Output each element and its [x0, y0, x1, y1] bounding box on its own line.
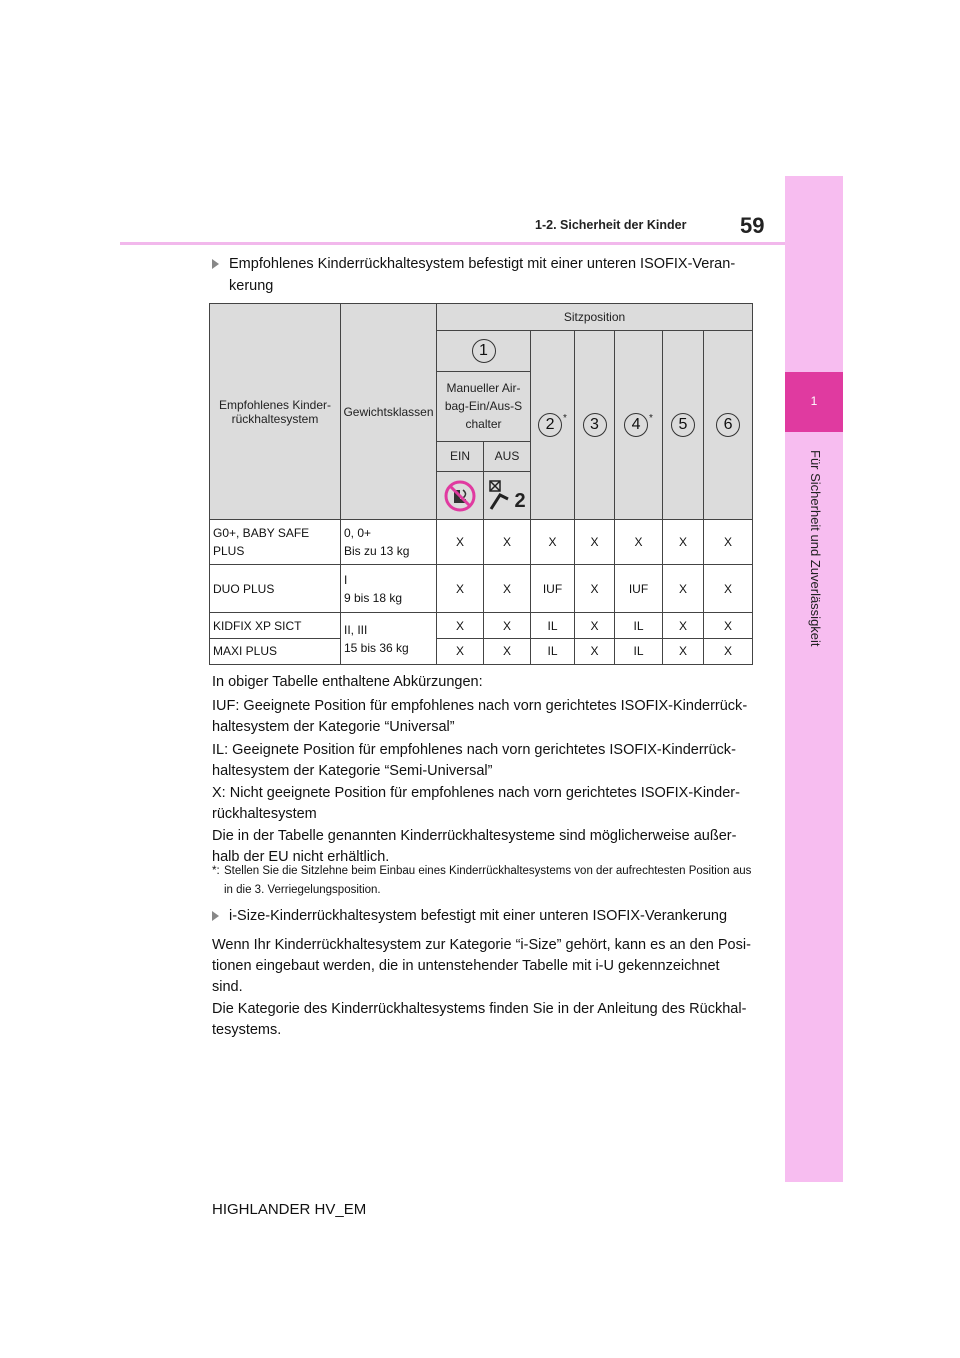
- chapter-label: [780, 450, 850, 660]
- header-weight-text: Gewichtsklassen: [343, 404, 434, 419]
- no-child-seat-icon: [443, 479, 477, 513]
- airbag-switch-header: Manueller Airbag-Ein/Aus-S chalter: [437, 371, 531, 441]
- cell-value: X: [437, 638, 484, 664]
- header-weight: [341, 304, 437, 520]
- eu-availability-note: Die in der Tabelle genannten Kinderrückhaltesysteme sind möglicherweise außerhalb der EU nicht erhältlich.: [212, 828, 737, 865]
- cell-value: X: [663, 564, 704, 613]
- triangle-bullet-icon: [212, 911, 219, 921]
- seat-2-cell: [531, 331, 575, 520]
- row-system: DUO PLUS: [210, 564, 341, 613]
- isize-paragraph: Wenn Ihr Kinderrückhaltesystem zur Kategorie “i-Size” gehört, kann es an den Positionen eingebaut werden, die in untenstehender Tabelle mit i-U gekennzeichnet sind.: [212, 937, 751, 995]
- seat-2-icon: 2: [538, 413, 562, 437]
- bullet-heading-isize: [212, 905, 752, 927]
- cell-value: X: [704, 520, 753, 564]
- cell-value: X: [484, 613, 531, 638]
- row-weight-text: 15 bis 36 kg: [344, 640, 409, 655]
- abbrev-x: X: Nicht geeignete Position für empfohlenes nach vorn gerichtetes ISOFIX-Kinderrückhaltesystem: [212, 785, 740, 822]
- chapter-number: 1: [785, 372, 843, 432]
- cell-value: IL: [615, 613, 663, 638]
- chapter-label-text: Für Sicherheit und Zuverlässigkeit: [808, 450, 823, 647]
- cell-value: IL: [531, 638, 575, 664]
- cell-value: X: [704, 638, 753, 664]
- airbag-off-icon-cell: [484, 471, 531, 520]
- seat-2-asterisk: *: [563, 413, 567, 425]
- footnote-text: Stellen Sie die Sitzlehne beim Einbau eines Kinderrückhaltesystems von der aufrechtesten Position aus in die 3. Verriegelungsposition.: [224, 865, 752, 896]
- section-title: 1-2. Sicherheit der Kinder: [535, 218, 687, 232]
- header-off: AUS: [484, 441, 531, 471]
- seat-1-cell: [437, 331, 531, 371]
- seat-6-cell: [704, 331, 753, 520]
- abbrev-intro: In obiger Tabelle enthaltene Abkürzungen:: [212, 674, 483, 690]
- header-system: [210, 304, 341, 520]
- row-weight: [341, 520, 437, 564]
- cell-value: X: [704, 564, 753, 613]
- row-weight: [341, 564, 437, 613]
- row-weight: [341, 613, 437, 665]
- seat-1-icon: 1: [472, 339, 496, 363]
- seat-5-icon: 5: [671, 413, 695, 437]
- airbag-off-number: 2: [514, 489, 526, 512]
- cell-value: X: [437, 520, 484, 564]
- table-row: [210, 564, 753, 613]
- seat-4-asterisk: *: [649, 413, 653, 425]
- cell-value: X: [437, 613, 484, 638]
- cell-value: X: [575, 564, 615, 613]
- cell-value: X: [484, 564, 531, 613]
- bullet-heading-isofix: [212, 253, 752, 297]
- triangle-bullet-icon: [212, 259, 219, 269]
- header-rule: [120, 242, 785, 245]
- row-system: MAXI PLUS: [210, 638, 341, 664]
- row-class: II, III: [344, 622, 368, 637]
- table-row: [210, 520, 753, 564]
- cell-value: X: [663, 638, 704, 664]
- row-class: 0, 0+: [344, 526, 372, 541]
- bullet-heading-text: i-Size-Kinderrückhaltesystem befestigt mit einer unteren ISOFIX-Verankerung: [229, 908, 728, 924]
- header-seat-position: Sitzposition: [437, 304, 753, 331]
- cell-value: X: [437, 564, 484, 613]
- row-weight-text: 9 bis 18 kg: [344, 590, 403, 605]
- seat-3-cell: [575, 331, 615, 520]
- seat-5-cell: [663, 331, 704, 520]
- table-row: [210, 613, 753, 638]
- row-system: KIDFIX XP SICT: [210, 613, 341, 638]
- side-tab: [785, 176, 843, 1182]
- cell-value: IL: [531, 613, 575, 638]
- isofix-table: [209, 303, 753, 665]
- row-class: I: [344, 572, 348, 587]
- seat-6-icon: 6: [716, 413, 740, 437]
- category-paragraph: Die Kategorie des Kinderrückhaltesystems finden Sie in der Anleitung des Rückhaltesystems.: [212, 1001, 747, 1038]
- bullet-heading-text: Empfohlenes Kinderrückhaltesystem befestigt mit einer unteren ISOFIX-Verankerung: [229, 256, 736, 294]
- row-weight-text: Bis zu 13 kg: [344, 544, 410, 559]
- cell-value: X: [575, 613, 615, 638]
- abbrev-il: IL: Geeignete Position für empfohlenes nach vorn gerichtetes ISOFIX-Kinderrückhaltesystem der Kategorie “Semi-Universal”: [212, 742, 736, 779]
- airbag-on-icon-cell: [437, 471, 484, 520]
- page-number: 59: [740, 213, 765, 238]
- cell-value: IUF: [531, 564, 575, 613]
- abbrev-iuf: IUF: Geeignete Position für empfohlenes nach vorn gerichtetes ISOFIX-Kinderrückhaltesystem der Kategorie “Universal”: [212, 698, 748, 735]
- footnote-mark: *:: [212, 865, 220, 877]
- row-system: G0+, BABY SAFE PLUS: [210, 520, 341, 564]
- cell-value: X: [575, 520, 615, 564]
- cell-value: X: [663, 613, 704, 638]
- cell-value: IL: [615, 638, 663, 664]
- header-system-text: Empfohlenes Kinderrückhaltesystem: [218, 397, 332, 426]
- seat-4-icon: 4: [624, 413, 648, 437]
- cell-value: X: [575, 638, 615, 664]
- cell-value: IUF: [615, 564, 663, 613]
- header-on: EIN: [437, 441, 484, 471]
- footnote: [212, 862, 752, 900]
- table-row: [210, 638, 753, 664]
- seat-3-icon: 3: [583, 413, 607, 437]
- cell-value: X: [615, 520, 663, 564]
- cell-value: X: [484, 638, 531, 664]
- footer-model: HIGHLANDER HV_EM: [212, 1201, 367, 1218]
- airbag-off-icon: [488, 479, 514, 513]
- cell-value: X: [704, 613, 753, 638]
- cell-value: X: [531, 520, 575, 564]
- seat-4-cell: [615, 331, 663, 520]
- cell-value: X: [484, 520, 531, 564]
- cell-value: X: [663, 520, 704, 564]
